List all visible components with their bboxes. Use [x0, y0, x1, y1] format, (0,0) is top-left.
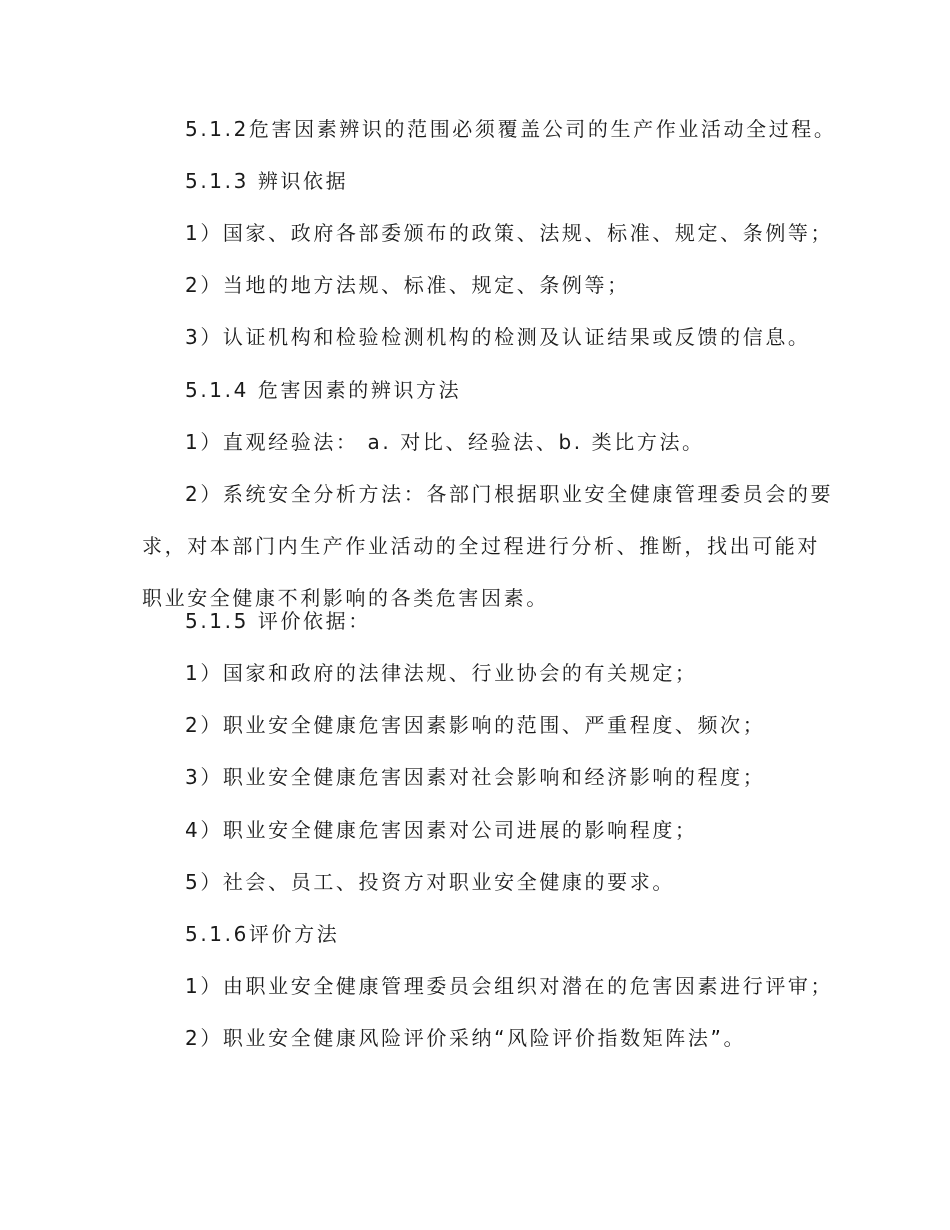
section-5-1-5-heading: 5.1.5 评价依据：: [185, 609, 371, 633]
section-5-1-3-heading: 5.1.3 辨识依据: [185, 169, 349, 193]
section-5-1-4-heading: 5.1.4 危害因素的辨识方法: [185, 378, 462, 402]
list-item: 2）职业安全健康风险评价采纳“风险评价指数矩阵法”。: [185, 1026, 747, 1050]
list-item: 2）职业安全健康危害因素影响的范围、严重程度、频次；: [185, 713, 766, 737]
paragraph-line: 职业安全健康不利影响的各类危害因素。: [142, 586, 549, 610]
list-item: 5）社会、员工、投资方对职业安全健康的要求。: [185, 870, 675, 894]
list-item: 2）当地的地方法规、标准、规定、条例等；: [185, 273, 630, 297]
list-item: 1）由职业安全健康管理委员会组织对潜在的危害因素进行评审；: [185, 974, 834, 998]
paragraph-line: 求，对本部门内生产作业活动的全过程进行分析、推断，找出可能对: [142, 534, 820, 558]
system-safety-analysis-paragraph: [142, 481, 834, 611]
list-item: 4）职业安全健康危害因素对公司进展的影响程度；: [185, 818, 698, 842]
list-item: 1）直观经验法： a. 对比、经验法、b. 类比方法。: [185, 430, 705, 454]
list-item: 1）国家、政府各部委颁布的政策、法规、标准、规定、条例等；: [185, 221, 834, 245]
paragraph-line: 2）系统安全分析方法：各部门根据职业安全健康管理委员会的要: [185, 482, 834, 506]
list-item: 3）认证机构和检验检测机构的检测及认证结果或反馈的信息。: [185, 325, 811, 349]
section-5-1-2-text: 5.1.2危害因素辨识的范围必须覆盖公司的生产作业活动全过程。: [185, 117, 837, 141]
list-item: 1）国家和政府的法律法规、行业协会的有关规定；: [185, 661, 698, 685]
list-item: 3）职业安全健康危害因素对社会影响和经济影响的程度；: [185, 765, 766, 789]
section-5-1-6-heading: 5.1.6评价方法: [185, 922, 340, 946]
